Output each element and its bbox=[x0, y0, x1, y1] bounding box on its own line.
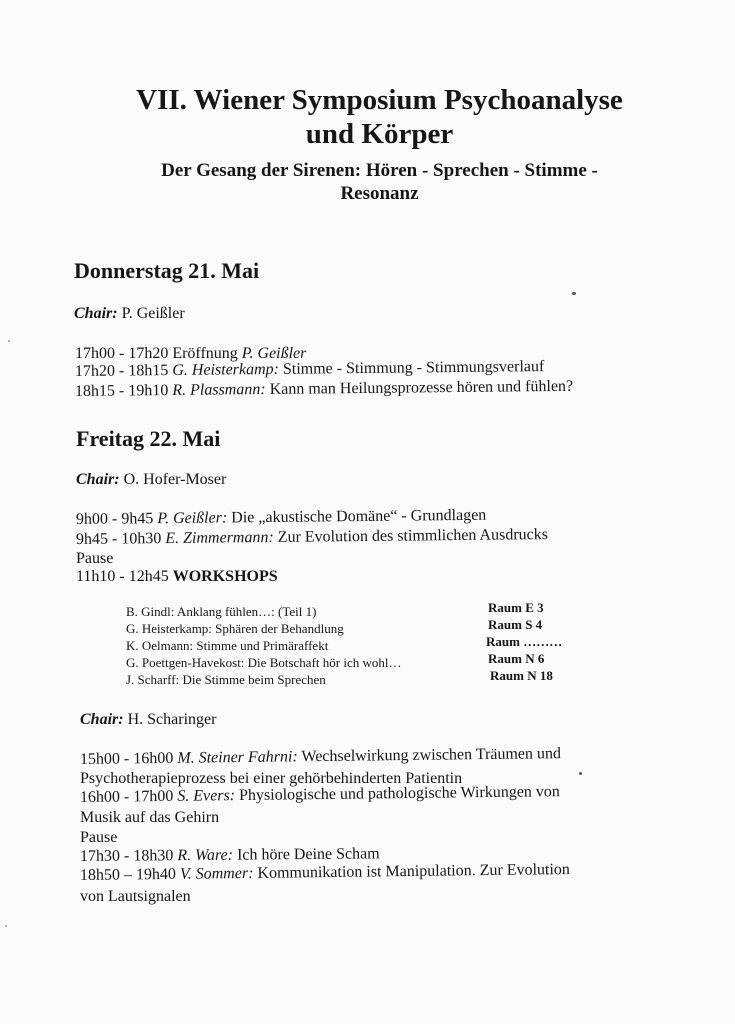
workshop-item: J. Scharff: Die Stimme beim Sprechen bbox=[126, 672, 326, 687]
workshop-room: Raum ……… bbox=[486, 634, 563, 649]
speaker: S. Evers: bbox=[177, 787, 236, 805]
speaker: V. Sommer: bbox=[179, 864, 254, 883]
scan-speck bbox=[572, 292, 576, 295]
scan-speck bbox=[8, 340, 10, 342]
pause: Pause bbox=[80, 829, 118, 846]
time: 9h00 - 9h45 bbox=[75, 510, 158, 528]
title-line-2: und Körper bbox=[305, 118, 454, 150]
program-line bbox=[76, 525, 548, 549]
program-line bbox=[80, 744, 561, 769]
program-line-continuation: Musik auf das Gehirn bbox=[80, 809, 220, 826]
workshop-room: Raum N 18 bbox=[490, 668, 553, 683]
speaker: P. Geißler bbox=[241, 345, 307, 362]
text: Die „akustische Domäne“ - Grundlagen bbox=[227, 506, 487, 527]
text: Stimme - Stimmung - Stimmungsverlauf bbox=[278, 358, 545, 378]
workshop-item: G. Poettgen-Havekost: Die Botschaft hör ich wohl… bbox=[126, 655, 402, 670]
time: 17h00 - 17h20 bbox=[75, 345, 173, 362]
speaker: G. Heisterkamp: bbox=[172, 360, 280, 379]
day-heading-thursday: Donnerstag 21. Mai bbox=[74, 258, 260, 283]
speaker: P. Geißler: bbox=[157, 509, 228, 528]
text: Wechselwirkung zwischen Träumen und bbox=[297, 745, 562, 766]
scan-speck bbox=[5, 925, 7, 927]
workshop-item: K. Oelmann: Stimme und Primäraffekt bbox=[126, 638, 329, 653]
chair-friday-morning bbox=[76, 470, 226, 489]
time: 9h45 - 10h30 bbox=[75, 530, 166, 548]
text: Physiologische und pathologische Wirkungen von bbox=[234, 783, 560, 805]
text: Ich höre Deine Scham bbox=[232, 845, 380, 864]
program-line bbox=[75, 377, 573, 401]
chair-label: Chair: bbox=[74, 305, 118, 322]
scan-speck bbox=[579, 772, 582, 775]
program-line-continuation: von Lautsignalen bbox=[80, 888, 191, 905]
text: Eröffnung bbox=[172, 345, 242, 362]
workshop-room: Raum N 6 bbox=[488, 651, 545, 666]
chair-friday-afternoon bbox=[80, 710, 216, 729]
text: Zur Evolution des stimmlichen Ausdrucks bbox=[273, 526, 549, 546]
time: 16h00 - 17h00 bbox=[79, 787, 178, 806]
speaker: R. Ware: bbox=[177, 846, 234, 865]
day-heading-friday: Freitag 22. Mai bbox=[76, 426, 221, 451]
workshops-label: WORKSHOPS bbox=[172, 568, 278, 585]
time: 18h15 - 19h10 bbox=[74, 381, 173, 400]
chair-name: H. Scharinger bbox=[123, 711, 217, 728]
speaker: M. Steiner Fahrni: bbox=[177, 748, 298, 767]
chair-thursday bbox=[74, 304, 185, 323]
program-line-continuation: Psychotherapieprozess bei einer gehörbehinderten Patientin bbox=[80, 770, 463, 787]
subtitle-line-1: Der Gesang der Sirenen: Hören - Sprechen - Stimme - bbox=[161, 160, 598, 181]
time: 15h00 - 16h00 bbox=[79, 749, 178, 768]
time: 17h20 - 18h15 bbox=[74, 361, 173, 380]
workshop-room: Raum S 4 bbox=[488, 617, 543, 632]
time: 18h50 – 19h40 bbox=[79, 865, 181, 884]
workshop-room: Raum E 3 bbox=[488, 600, 544, 615]
chair-label: Chair: bbox=[76, 471, 120, 488]
subtitle-line-2: Resonanz bbox=[340, 183, 419, 204]
time: 17h30 - 18h30 bbox=[79, 847, 178, 865]
text: Kommunikation ist Manipulation. Zur Evolution bbox=[253, 861, 570, 882]
chair-name: P. Geißler bbox=[117, 305, 185, 322]
workshop-item: B. Gindl: Anklang fühlen…: (Teil 1) bbox=[126, 604, 317, 619]
title-line-1: VII. Wiener Symposium Psychoanalyse bbox=[136, 84, 623, 116]
chair-label: Chair: bbox=[80, 711, 124, 728]
speaker: E. Zimmermann: bbox=[165, 528, 274, 548]
chair-name: O. Hofer-Moser bbox=[119, 471, 227, 488]
speaker: R. Plassmann: bbox=[172, 381, 266, 399]
workshops-line bbox=[76, 567, 278, 586]
time: 11h10 - 12h45 bbox=[76, 568, 173, 585]
workshop-item: G. Heisterkamp: Sphären der Behandlung bbox=[126, 621, 344, 636]
pause: Pause bbox=[76, 550, 114, 567]
text: Kann man Heilungsprozesse hören und fühlen? bbox=[265, 377, 574, 399]
